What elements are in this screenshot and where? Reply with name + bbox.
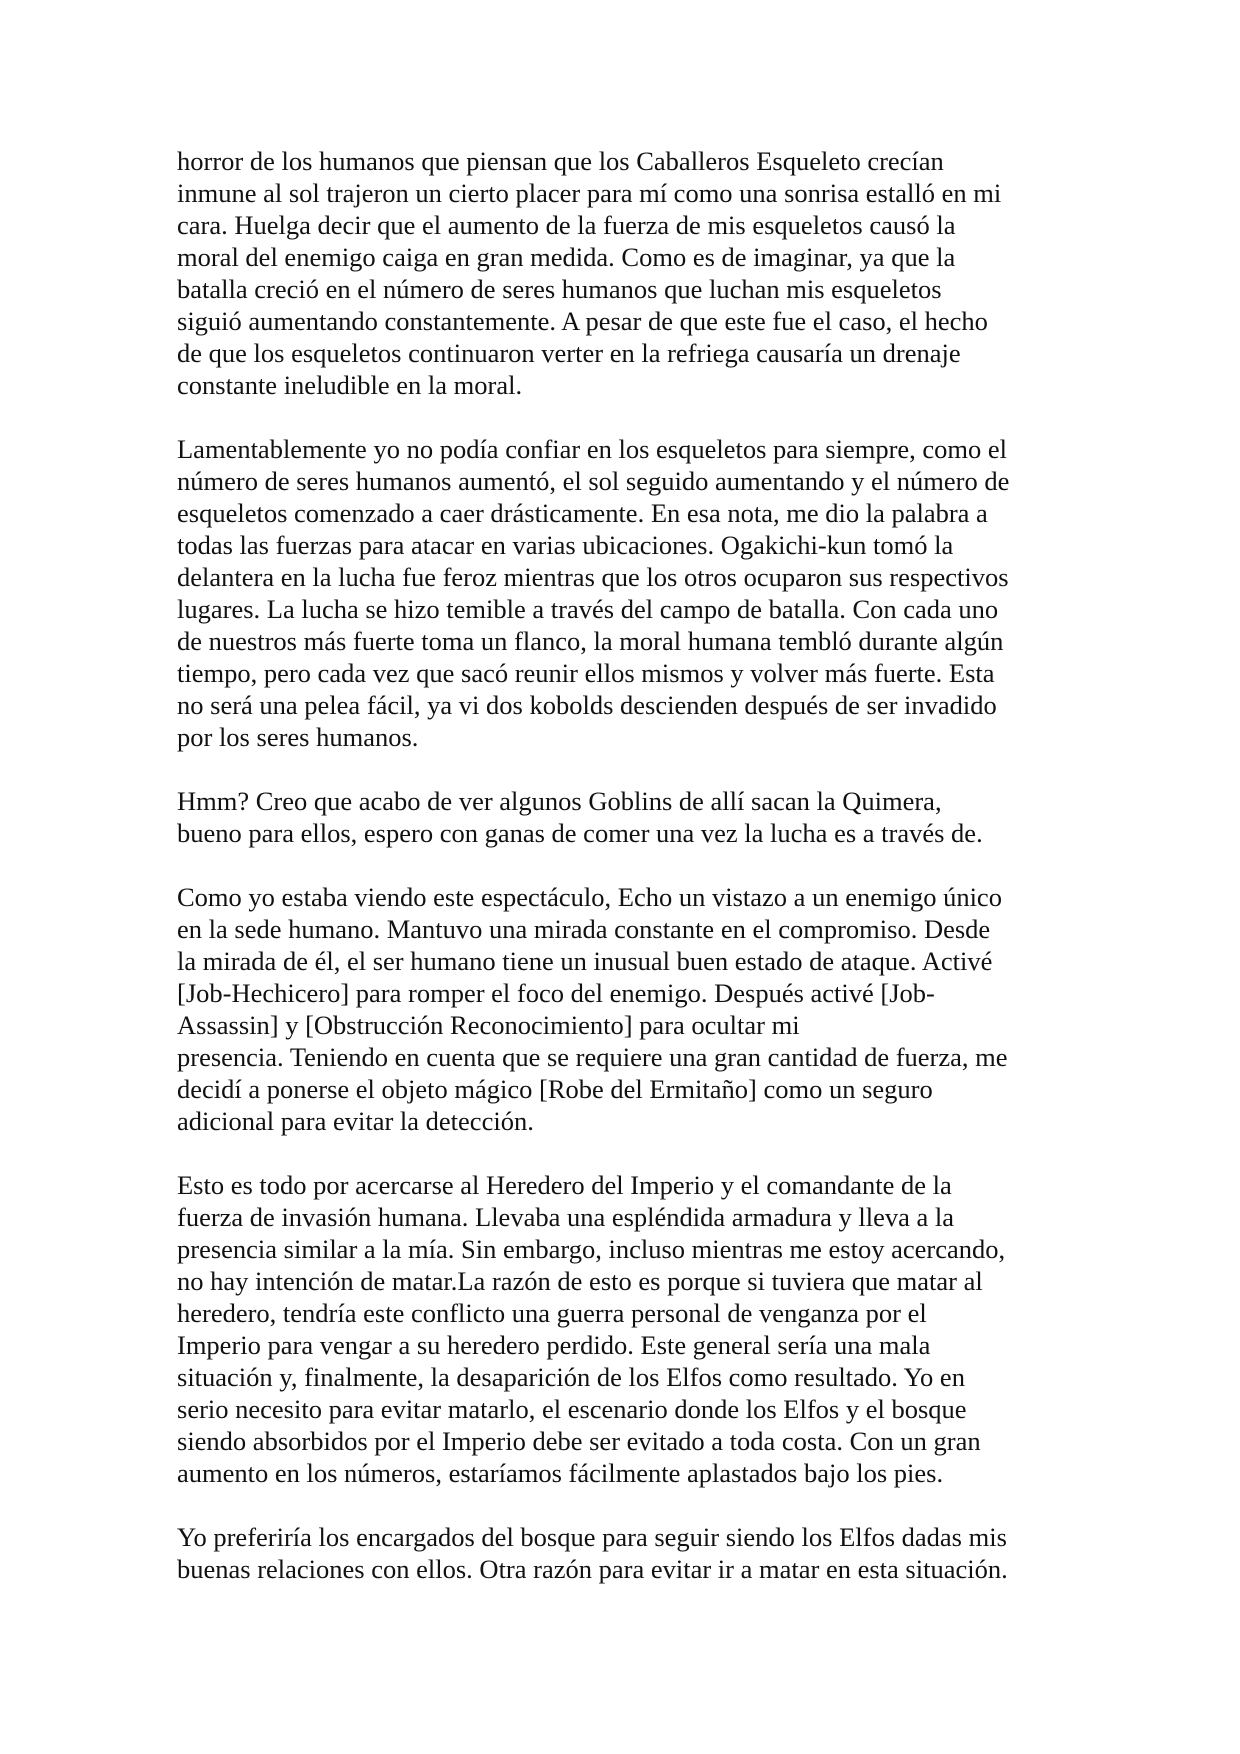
text-line: de nuestros más fuerte toma un flanco, la moral humana tembló durante algún <box>177 626 1004 656</box>
text-line: Imperio para vengar a su heredero perdido. Este general sería una mala <box>177 1330 931 1360</box>
text-line: Yo preferiría los encargados del bosque para seguir siendo los Elfos dadas mis <box>177 1522 1007 1552</box>
text-line: esqueletos comenzado a caer drásticamente. En esa nota, me dio la palabra a <box>177 498 988 528</box>
text-line: no será una pelea fácil, ya vi dos kobolds descienden después de ser invadido <box>177 690 997 720</box>
text-line: constante ineludible en la moral. <box>177 370 523 400</box>
text-line: buenas relaciones con ellos. Otra razón para evitar ir a matar en esta situación. <box>177 1554 1008 1584</box>
paragraph-4 <box>177 881 1077 1137</box>
text-line: de que los esqueletos continuaron verter en la refriega causaría un drenaje <box>177 338 961 368</box>
text-line: Como yo estaba viendo este espectáculo, Echo un vistazo a un enemigo único <box>177 882 1002 912</box>
text-line: situación y, finalmente, la desaparición de los Elfos como resultado. Yo en <box>177 1362 965 1392</box>
text-line: Esto es todo por acercarse al Heredero del Imperio y el comandante de la <box>177 1170 952 1200</box>
text-line: adicional para evitar la detección. <box>177 1106 534 1136</box>
text-line: moral del enemigo caiga en gran medida. Como es de imaginar, ya que la <box>177 242 956 272</box>
text-line: todas las fuerzas para atacar en varias ubicaciones. Ogakichi-kun tomó la <box>177 530 954 560</box>
text-line: lugares. La lucha se hizo temible a través del campo de batalla. Con cada uno <box>177 594 999 624</box>
text-line: decidí a ponerse el objeto mágico [Robe del Ermitaño] como un seguro <box>177 1074 933 1104</box>
text-line: presencia. Teniendo en cuenta que se requiere una gran cantidad de fuerza, me <box>177 1042 1008 1072</box>
text-line: tiempo, pero cada vez que sacó reunir ellos mismos y volver más fuerte. Esta <box>177 658 995 688</box>
text-line: presencia similar a la mía. Sin embargo, incluso mientras me estoy acercando, <box>177 1234 1006 1264</box>
paragraph-6 <box>177 1521 1077 1585</box>
text-line: siendo absorbidos por el Imperio debe ser evitado a toda costa. Con un gran <box>177 1426 981 1456</box>
text-line: cara. Huelga decir que el aumento de la fuerza de mis esqueletos causó la <box>177 210 956 240</box>
text-line: Assassin] y [Obstrucción Reconocimiento] para ocultar mi <box>177 1010 800 1040</box>
paragraph-3 <box>177 785 1077 849</box>
paragraph-5 <box>177 1169 1077 1489</box>
text-line: número de seres humanos aumentó, el sol seguido aumentando y el número de <box>177 466 1010 496</box>
text-line: batalla creció en el número de seres humanos que luchan mis esqueletos <box>177 274 942 304</box>
text-line: heredero, tendría este conflicto una guerra personal de venganza por el <box>177 1298 927 1328</box>
text-line: siguió aumentando constantemente. A pesar de que este fue el caso, el hecho <box>177 306 988 336</box>
text-line: Hmm? Creo que acabo de ver algunos Goblins de allí sacan la Quimera, <box>177 786 942 816</box>
paragraph-2 <box>177 433 1077 753</box>
text-line: horror de los humanos que piensan que los Caballeros Esqueleto crecían <box>177 146 944 176</box>
text-line: [Job-Hechicero] para romper el foco del enemigo. Después activé [Job- <box>177 978 935 1008</box>
paragraph-1 <box>177 145 1077 401</box>
body-text <box>177 145 1077 1617</box>
text-line: por los seres humanos. <box>177 722 419 752</box>
text-line: bueno para ellos, espero con ganas de comer una vez la lucha es a través de. <box>177 818 983 848</box>
text-line: fuerza de invasión humana. Llevaba una espléndida armadura y lleva a la <box>177 1202 954 1232</box>
text-line: Lamentablemente yo no podía confiar en los esqueletos para siempre, como el <box>177 434 1008 464</box>
text-line: no hay intención de matar.La razón de esto es porque si tuviera que matar al <box>177 1266 983 1296</box>
text-line: delantera en la lucha fue feroz mientras que los otros ocuparon sus respectivos <box>177 562 1009 592</box>
text-line: serio necesito para evitar matarlo, el escenario donde los Elfos y el bosque <box>177 1394 967 1424</box>
text-line: en la sede humano. Mantuvo una mirada constante en el compromiso. Desde <box>177 914 991 944</box>
text-line: inmune al sol trajeron un cierto placer para mí como una sonrisa estalló en mi <box>177 178 1002 208</box>
text-line: la mirada de él, el ser humano tiene un inusual buen estado de ataque. Activé <box>177 946 993 976</box>
text-line: aumento en los números, estaríamos fácilmente aplastados bajo los pies. <box>177 1458 944 1488</box>
